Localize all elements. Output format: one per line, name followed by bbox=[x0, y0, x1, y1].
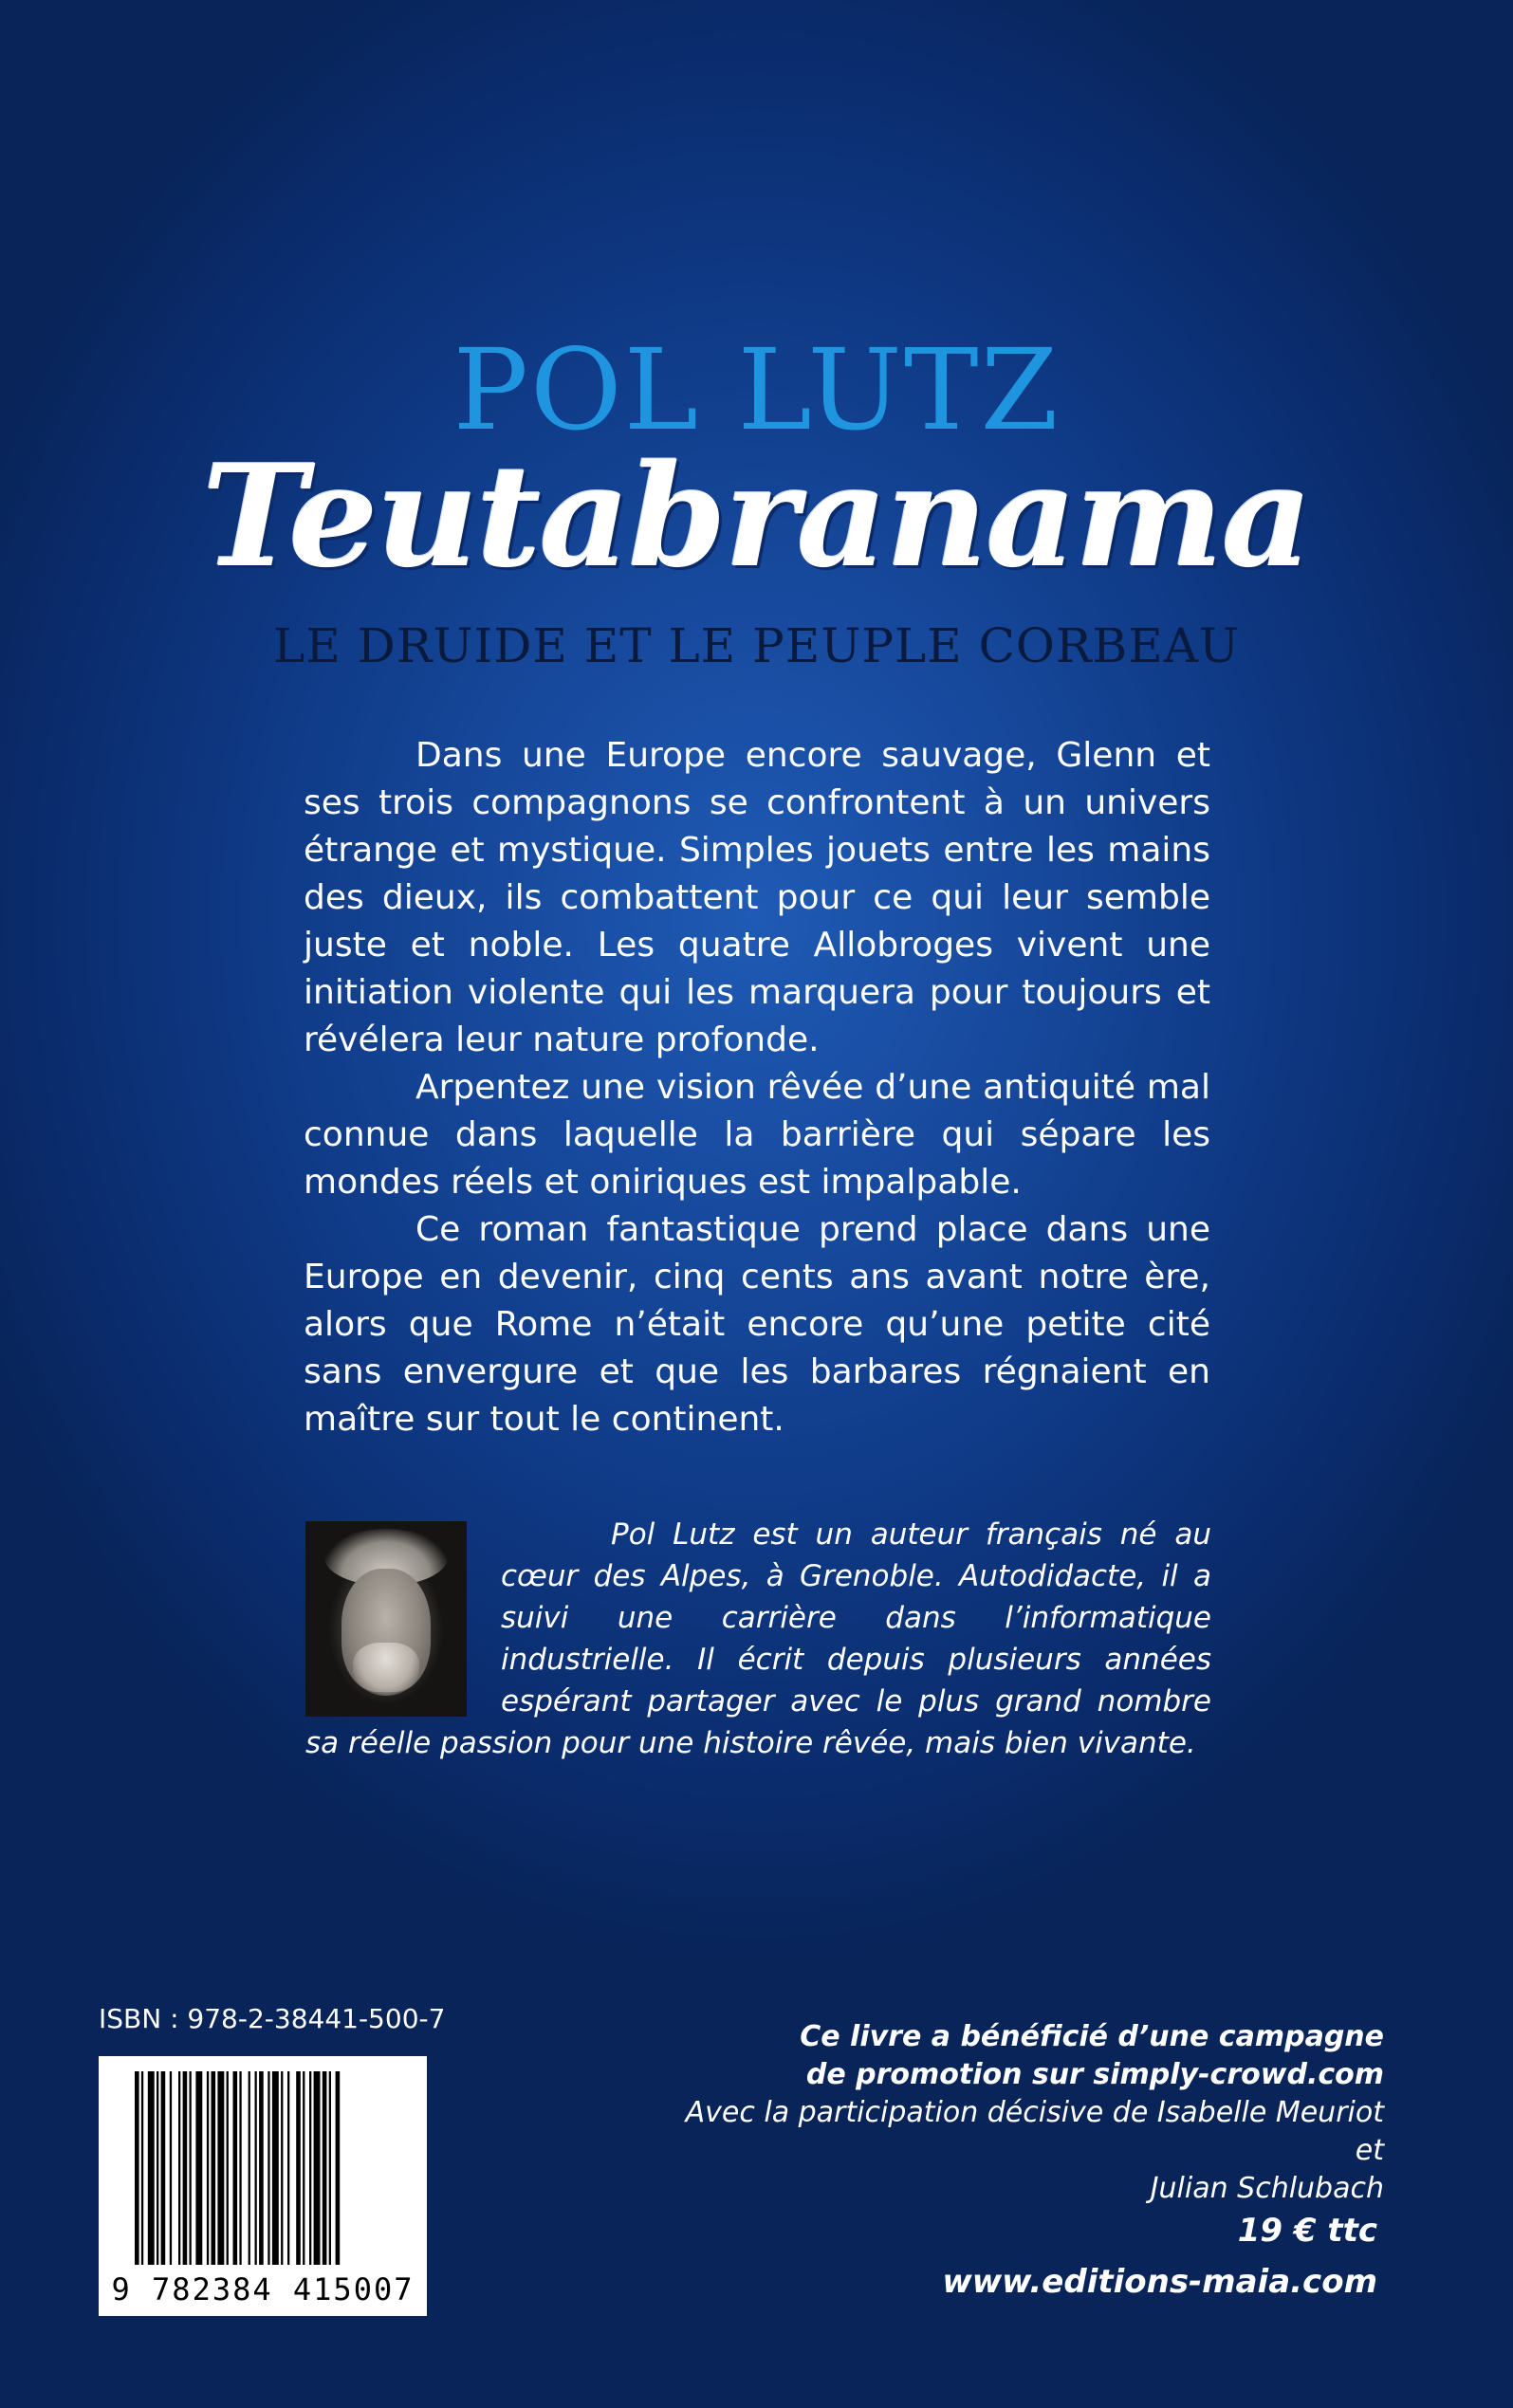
campaign-line: de promotion sur simply-crowd.com bbox=[805, 2058, 1384, 2091]
blurb bbox=[304, 732, 1210, 1443]
credits bbox=[663, 2018, 1384, 2208]
campaign-line: Ce livre a bénéficié d’une campagne bbox=[800, 2020, 1384, 2053]
isbn-label: ISBN : 978-2-38441-500-7 bbox=[99, 2003, 446, 2034]
author-bio-text: Pol Lutz est un auteur français né au cœur des Alpes, à Grenoble. Autodidacte, il a suivi une carrière dans l’informatique industrielle. Il écrit depuis plusieurs années espérant partager avec le plus grand nombre sa réelle passion pour une histoire rêvée, mais bien vivante. bbox=[305, 1517, 1211, 1760]
blurb-paragraph: Ce roman fantastique prend place dans une Europe en devenir, cinq cents ans avant notre ère, alors que Rome n’était encore qu’une petite cité sans envergure et que les barbares régnaient en maître sur tout le continent. bbox=[304, 1210, 1210, 1439]
author-photo bbox=[305, 1521, 467, 1717]
barcode-bars bbox=[135, 2071, 397, 2265]
author-name: POL LUTZ bbox=[452, 324, 1061, 455]
blurb-paragraph: Dans une Europe encore sauvage, Glenn et ses trois compagnons se confrontent à un univers étrange et mystique. Simples jouets entre les mains des dieux, ils combattent pour ce qui leur semble juste et noble. Les quatre Allobroges vivent une initiation violente qui les marquera pour toujours et révélera leur nature profonde. bbox=[304, 736, 1210, 1059]
participation-line: Avec la participation décisive de Isabelle Meuriot et bbox=[685, 2096, 1384, 2167]
blurb-paragraph: Arpentez une vision rêvée d’une antiquité mal connue dans laquelle la barrière qui sépare les mondes réels et oniriques est impalpable. bbox=[304, 1068, 1210, 1202]
barcode-number: 9 782384 415007 bbox=[111, 2271, 415, 2307]
book-subtitle: LE DRUIDE ET LE PEUPLE CORBEAU bbox=[273, 618, 1240, 673]
book-title: Teutabranama bbox=[202, 433, 1311, 598]
barcode bbox=[99, 2056, 427, 2316]
publisher-website: www.editions-maia.com bbox=[942, 2263, 1377, 2301]
participation-line: Julian Schlubach bbox=[1150, 2172, 1384, 2205]
price: 19 € ttc bbox=[1237, 2212, 1377, 2250]
